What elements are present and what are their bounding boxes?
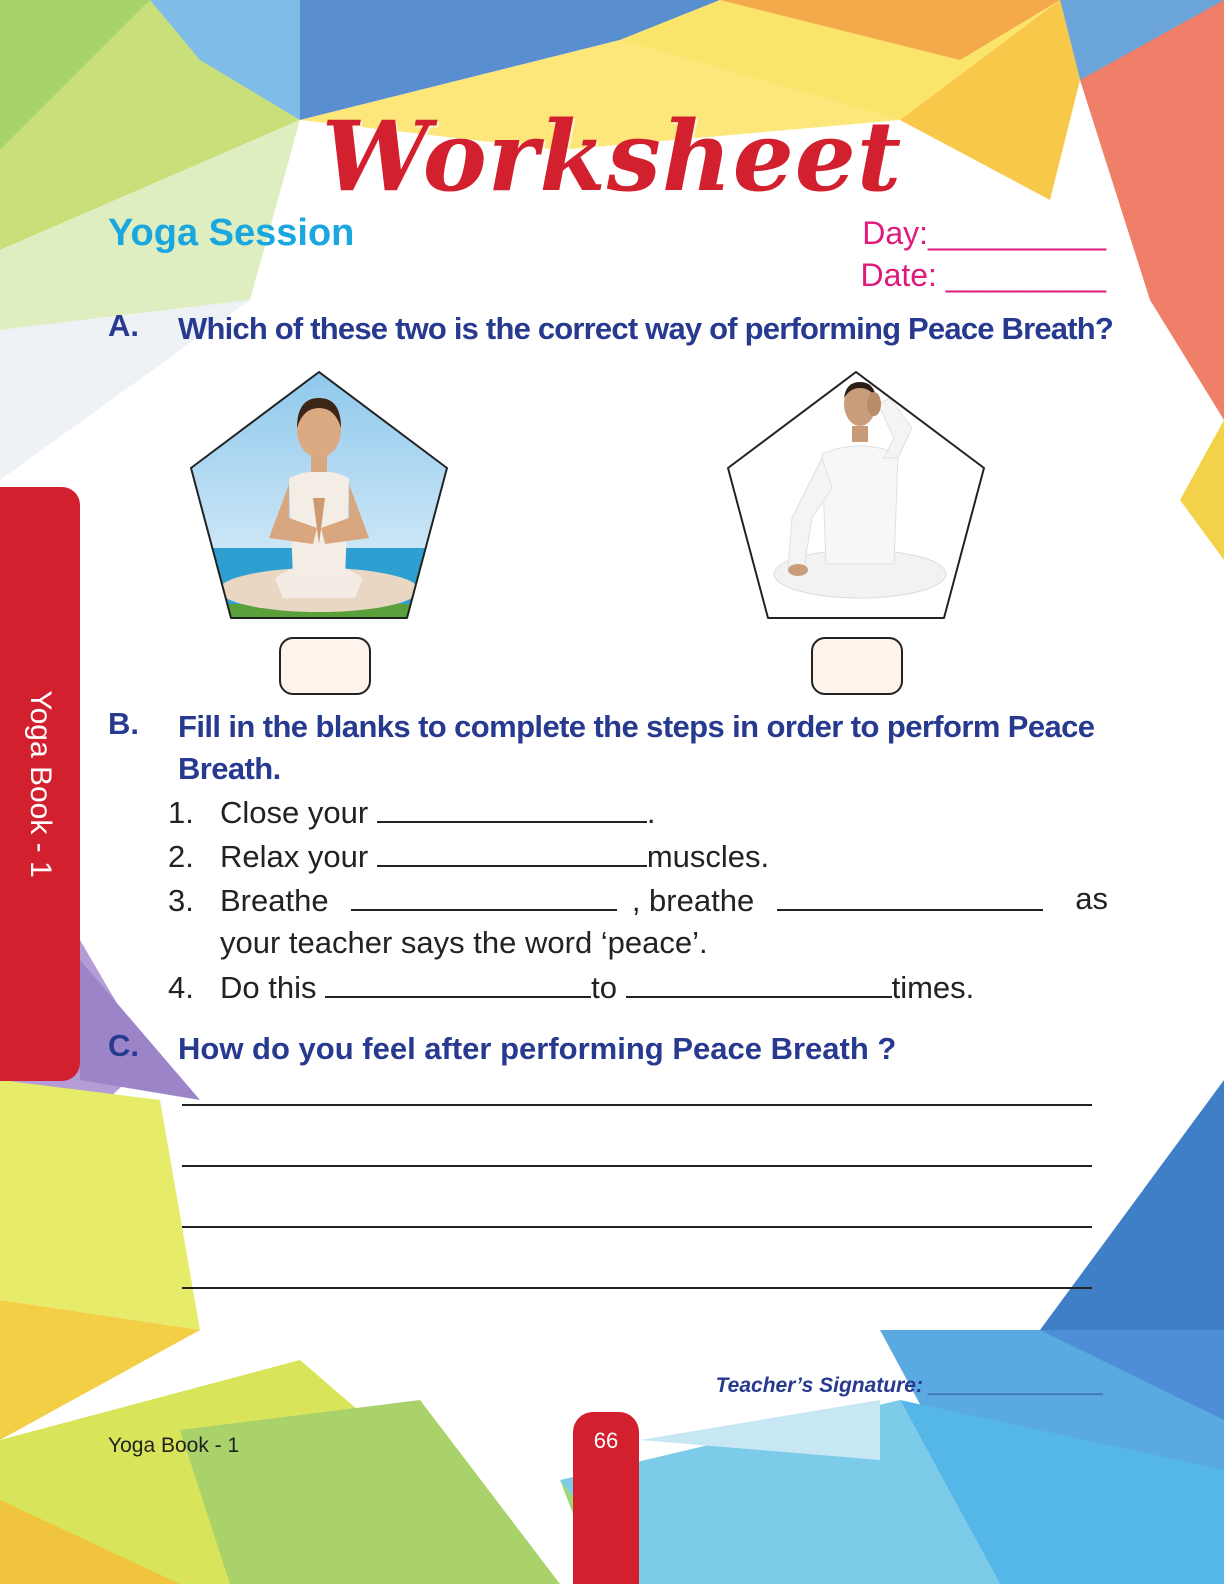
item-text: Close your — [220, 795, 369, 830]
list-item — [168, 968, 974, 1006]
side-tab-label: Yoga Book - 1 — [24, 690, 57, 878]
page-number-tab — [573, 1412, 639, 1584]
section-c-letter: C. — [108, 1028, 139, 1063]
section-b-question-line2: Breath. — [178, 751, 281, 786]
item-text: Do this — [220, 970, 317, 1005]
section-a-letter: A. — [108, 308, 139, 343]
item-number: 2. — [168, 839, 194, 874]
fill-blank[interactable] — [325, 968, 591, 998]
date-field[interactable]: Date: _________ — [860, 257, 1106, 293]
answer-box-right[interactable] — [811, 637, 903, 695]
item-number: 3. — [168, 883, 194, 918]
page-title: Worksheet — [321, 100, 903, 213]
section-a-question: Which of these two is the correct way of performing Peace Breath? — [178, 311, 1114, 346]
item-text: to — [591, 970, 617, 1005]
session-heading: Yoga Session — [108, 212, 355, 254]
item-text: Breathe — [220, 883, 329, 918]
answer-line[interactable] — [182, 1104, 1092, 1106]
answer-box-left[interactable] — [279, 637, 371, 695]
item-text: . — [646, 795, 656, 830]
woman-meditation-photo — [185, 368, 453, 624]
man-meditation-photo — [722, 368, 990, 624]
footer-book-name: Yoga Book - 1 — [108, 1434, 240, 1457]
day-field[interactable]: Day:__________ — [862, 215, 1106, 251]
list-item — [168, 837, 769, 875]
teacher-signature[interactable]: Teacher’s Signature: _______________ — [715, 1374, 1104, 1397]
item-continuation: your teacher says the word ‘peace’. — [220, 925, 708, 960]
item-text: muscles. — [646, 839, 770, 874]
fill-blank[interactable] — [377, 793, 647, 823]
answer-line[interactable] — [182, 1165, 1092, 1167]
item-number: 1. — [168, 795, 194, 830]
answer-line[interactable] — [182, 1287, 1092, 1289]
list-item — [168, 881, 1108, 919]
section-c-question: How do you feel after performing Peace Breath ? — [178, 1031, 897, 1066]
item-text: Relax your — [220, 839, 369, 874]
item-text: , breathe — [631, 883, 755, 918]
fill-blank[interactable] — [777, 881, 1043, 911]
side-tab — [0, 487, 80, 1081]
item-text: as — [1075, 881, 1108, 916]
fill-blank[interactable] — [626, 968, 892, 998]
section-b-letter: B. — [108, 706, 139, 741]
item-text: times. — [891, 970, 975, 1005]
fill-blank[interactable] — [351, 881, 617, 911]
fill-blank[interactable] — [377, 837, 647, 867]
day-date-block — [860, 212, 1106, 296]
list-item — [168, 793, 655, 831]
item-number: 4. — [168, 970, 194, 1005]
answer-line[interactable] — [182, 1226, 1092, 1228]
section-b-question-line1: Fill in the blanks to complete the steps in order to perform Peace — [178, 709, 1095, 744]
page-number: 66 — [593, 1428, 619, 1453]
section-b-question — [178, 706, 1118, 790]
